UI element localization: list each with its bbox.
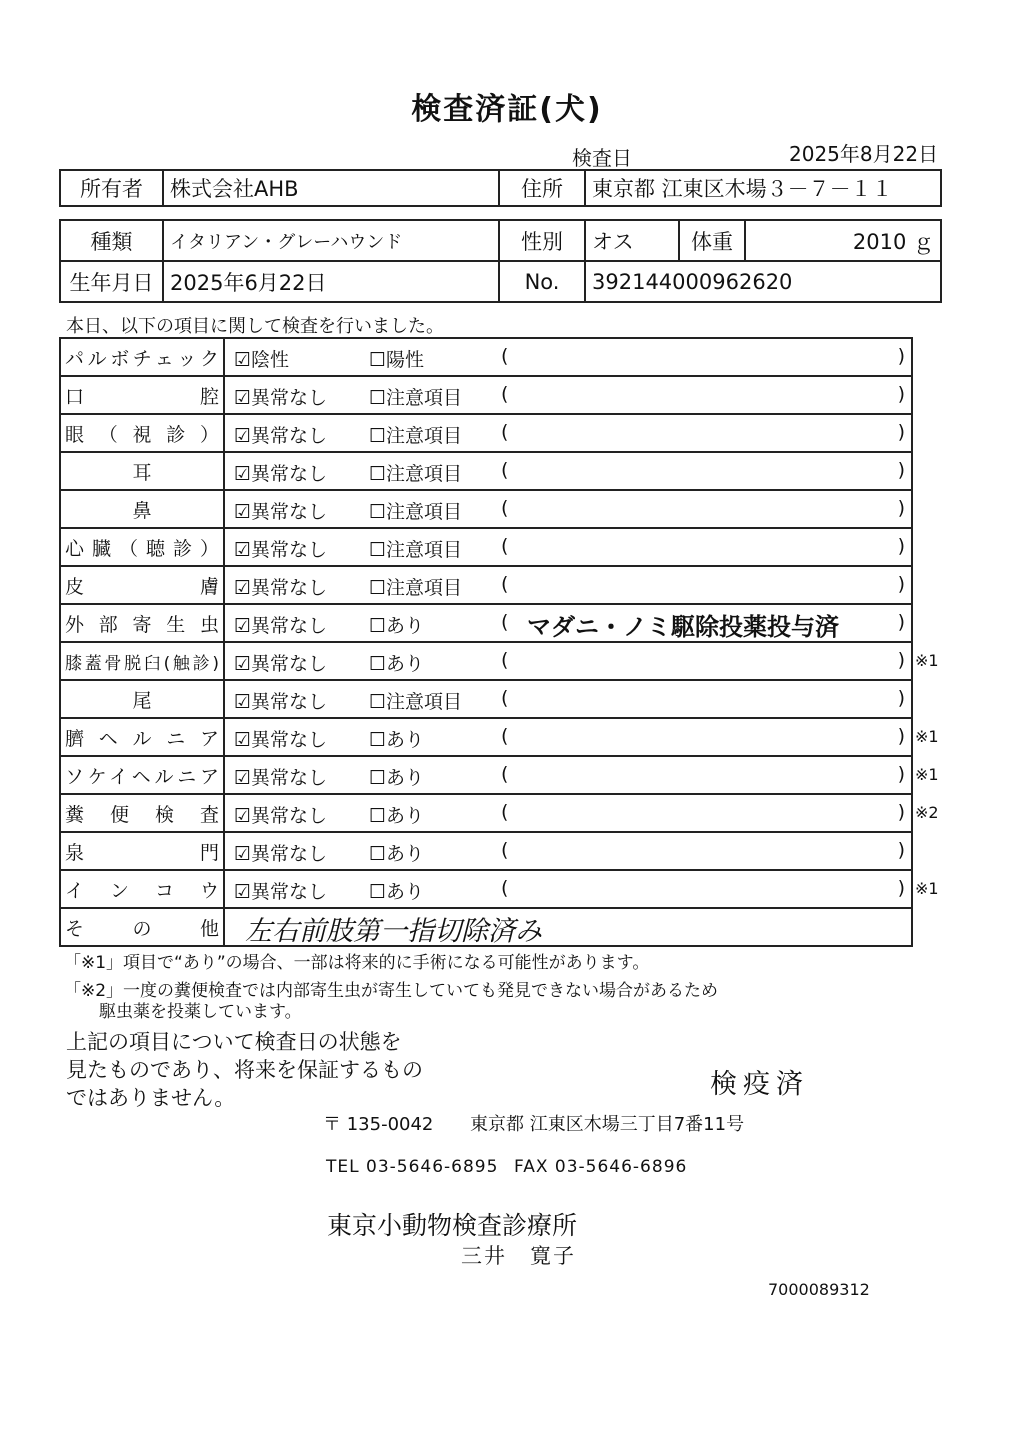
checkbox-option-checked[interactable]: ☑異常なし (234, 425, 328, 447)
checkbox-option-checked[interactable]: ☑異常なし (234, 463, 328, 485)
checkbox-option-unchecked[interactable]: ☐あり (369, 729, 425, 751)
checklist-row (61, 529, 911, 567)
clinic-fax: FAX 03-5646-6896 (514, 1157, 688, 1177)
checkbox-option-unchecked[interactable]: ☐注意項目 (369, 691, 463, 713)
open-parenthesis: ( (501, 877, 509, 899)
checklist-item-label: 耳 (132, 461, 152, 484)
checklist-item-label-cell (61, 339, 225, 375)
id-no-label: No. (499, 261, 585, 302)
open-parenthesis: ( (501, 687, 509, 709)
close-parenthesis: ) (897, 611, 905, 633)
checkbox-option-checked[interactable]: ☑陰性 (234, 349, 290, 371)
close-parenthesis: ) (897, 877, 905, 899)
checklist-row (61, 567, 911, 605)
intro-text: 本日、以下の項目に関して検査を行いました。 (66, 316, 444, 337)
footnote-2-line-2: 駆虫薬を投薬しています。 (99, 1002, 302, 1022)
checklist-item-label-cell (61, 605, 225, 641)
checklist-row (61, 415, 911, 453)
checklist-row (61, 795, 939, 833)
close-parenthesis: ) (897, 839, 905, 861)
open-parenthesis: ( (501, 839, 509, 861)
checkbox-option-checked[interactable]: ☑異常なし (234, 843, 328, 865)
document-title: 検査済証(犬) (411, 92, 603, 127)
checkbox-option-checked[interactable]: ☑異常なし (234, 615, 328, 637)
disclaimer (66, 1028, 423, 1112)
checkbox-option-checked[interactable]: ☑異常なし (234, 767, 328, 789)
open-parenthesis: ( (501, 649, 509, 671)
checkbox-option-unchecked[interactable]: ☐あり (369, 843, 425, 865)
checkbox-option-checked[interactable]: ☑異常なし (234, 501, 328, 523)
owner-label: 所有者 (60, 170, 163, 206)
open-parenthesis: ( (501, 345, 509, 367)
checkbox-option-unchecked[interactable]: ☐注意項目 (369, 539, 463, 561)
breed-label: 種類 (60, 220, 163, 261)
checklist-item-label: 尾 (132, 689, 152, 712)
owner-value: 株式会社AHB (163, 170, 499, 206)
open-parenthesis: ( (501, 573, 509, 595)
close-parenthesis: ) (897, 497, 905, 519)
disclaimer-line: 上記の項目について検査日の状態を (66, 1030, 402, 1054)
document-number: 7000089312 (768, 1280, 870, 1299)
checklist-item-label-cell (61, 719, 225, 755)
open-parenthesis: ( (501, 801, 509, 823)
checklist-item-label-cell (61, 871, 225, 907)
footnote-reference: ※1 (915, 727, 939, 746)
checklist-item-label-cell (61, 377, 225, 413)
checklist-item-label-cell (61, 757, 225, 793)
checkbox-option-unchecked[interactable]: ☐注意項目 (369, 463, 463, 485)
checklist-row (61, 605, 911, 643)
checkbox-option-checked[interactable]: ☑異常なし (234, 387, 328, 409)
open-parenthesis: ( (501, 725, 509, 747)
weight-label: 体重 (679, 220, 745, 261)
checkbox-option-checked[interactable]: ☑異常なし (234, 539, 328, 561)
address-label: 住所 (499, 170, 585, 206)
close-parenthesis: ) (897, 801, 905, 823)
checkbox-option-unchecked[interactable]: ☐あり (369, 881, 425, 903)
checkbox-option-unchecked[interactable]: ☐注意項目 (369, 387, 463, 409)
close-parenthesis: ) (897, 687, 905, 709)
footnote-2-line-1: 「※2」一度の糞便検査では内部寄生虫が寄生していても発見できない場合があるため (64, 981, 719, 1001)
checklist-item-label: 膝蓋骨脱臼(触診) (65, 653, 219, 674)
open-parenthesis: ( (501, 383, 509, 405)
checkbox-option-unchecked[interactable]: ☐あり (369, 615, 425, 637)
checkbox-option-checked[interactable]: ☑異常なし (234, 691, 328, 713)
checkbox-option-unchecked[interactable]: ☐陽性 (369, 349, 425, 371)
inspection-checklist (59, 337, 939, 947)
checklist-item-label: 糞便検査 (65, 803, 219, 826)
sex-label: 性別 (499, 220, 585, 261)
checklist-item-label: インコウ (65, 879, 219, 902)
checklist-row (61, 339, 911, 377)
open-parenthesis: ( (501, 535, 509, 557)
checklist-item-label: 泉 門 (65, 841, 219, 864)
exam-date-label: 検査日 (572, 146, 632, 170)
vet-name: 三井 寛子 (461, 1244, 576, 1268)
footnote-reference: ※2 (915, 803, 939, 822)
close-parenthesis: ) (897, 383, 905, 405)
checkbox-option-checked[interactable]: ☑異常なし (234, 881, 328, 903)
checklist-row (61, 377, 911, 415)
checklist-item-label-cell (61, 567, 225, 603)
checklist-item-label-cell (61, 643, 225, 679)
checkbox-option-unchecked[interactable]: ☐あり (369, 805, 425, 827)
checklist-item-label-cell (61, 491, 225, 527)
checklist-item-label: 眼（視診） (65, 423, 219, 446)
checklist-item-label-cell (61, 795, 225, 831)
checkbox-option-unchecked[interactable]: ☐注意項目 (369, 501, 463, 523)
footnote-reference: ※1 (915, 879, 939, 898)
animal-table (59, 219, 942, 303)
footnote-1: 「※1」項目で“あり”の場合、一部は将来的に手術になる可能性があります。 (64, 953, 650, 973)
checkbox-option-unchecked[interactable]: ☐あり (369, 653, 425, 675)
checklist-row (61, 491, 911, 529)
sex-value: オス (585, 220, 679, 261)
checklist-item-label: パルボチェック (65, 347, 219, 370)
close-parenthesis: ) (897, 573, 905, 595)
close-parenthesis: ) (897, 725, 905, 747)
checklist-row (61, 681, 911, 719)
owner-table (59, 169, 942, 207)
close-parenthesis: ) (897, 421, 905, 443)
clinic-address: 東京都 江東区木場三丁目7番11号 (470, 1114, 745, 1135)
clinic-tel: TEL 03-5646-6895 (326, 1157, 499, 1177)
checklist-row-other (61, 909, 911, 947)
checkbox-option-unchecked[interactable]: ☐あり (369, 767, 425, 789)
checklist-item-label: 鼻 (132, 499, 152, 522)
checkbox-option-unchecked[interactable]: ☐注意項目 (369, 425, 463, 447)
checklist-row (61, 643, 939, 681)
open-parenthesis: ( (501, 611, 509, 633)
checkbox-option-checked[interactable]: ☑異常なし (234, 577, 328, 599)
checklist-item-label-cell (61, 833, 225, 869)
other-label: その他 (65, 917, 219, 940)
checkbox-option-checked[interactable]: ☑異常なし (234, 805, 328, 827)
clinic-name: 東京小動物検査診療所 (327, 1211, 578, 1240)
postal-code: 〒 135-0042 (323, 1114, 434, 1135)
checklist-item-label-cell (61, 909, 225, 945)
checklist-row (61, 871, 939, 909)
open-parenthesis: ( (501, 421, 509, 443)
address-value: 東京都 江東区木場３－７－１１ (585, 170, 941, 206)
checkbox-option-checked[interactable]: ☑異常なし (234, 653, 328, 675)
open-parenthesis: ( (501, 497, 509, 519)
checklist-row (61, 757, 939, 795)
checklist-item-label: 外部寄生虫 (65, 613, 219, 636)
footnote-reference: ※1 (915, 765, 939, 784)
checkbox-option-unchecked[interactable]: ☐注意項目 (369, 577, 463, 599)
open-parenthesis: ( (501, 763, 509, 785)
checklist-item-label: ソケイヘルニア (65, 765, 219, 788)
checklist-item-label: 臍ヘルニア (65, 727, 219, 750)
checklist-note: マダニ・ノミ駆除投薬投与済 (527, 613, 839, 641)
checkbox-option-checked[interactable]: ☑異常なし (234, 729, 328, 751)
breed-value: イタリアン・グレーハウンド (163, 220, 499, 261)
checklist-item-label-cell (61, 529, 225, 565)
close-parenthesis: ) (897, 459, 905, 481)
other-handwritten-note: 左右前肢第一指切除済み (245, 916, 542, 947)
open-parenthesis: ( (501, 459, 509, 481)
birth-date-value: 2025年6月22日 (163, 261, 499, 302)
close-parenthesis: ) (897, 763, 905, 785)
checklist-item-label-cell (61, 681, 225, 717)
checklist-item-label-cell (61, 453, 225, 489)
birth-date-label: 生年月日 (60, 261, 163, 302)
close-parenthesis: ) (897, 535, 905, 557)
checklist-row (61, 453, 911, 491)
checklist-item-label: 心臓（聴診） (65, 537, 219, 560)
checklist-row (61, 833, 911, 871)
quarantine-stamp: 検疫済 (710, 1069, 809, 1100)
id-no-value: 392144000962620 (585, 261, 941, 302)
checklist-item-label: 皮 膚 (65, 575, 219, 598)
checklist-row (61, 719, 939, 757)
weight-value: 2010 ｇ (745, 220, 941, 261)
disclaimer-line: ではありません。 (66, 1086, 236, 1110)
checklist-item-label: 口 腔 (65, 385, 219, 408)
exam-date: 2025年8月22日 (789, 142, 939, 166)
checklist-item-label-cell (61, 415, 225, 451)
close-parenthesis: ) (897, 649, 905, 671)
footnote-reference: ※1 (915, 651, 939, 670)
disclaimer-line: 見たものであり、将来を保証するもの (66, 1058, 423, 1082)
close-parenthesis: ) (897, 345, 905, 367)
